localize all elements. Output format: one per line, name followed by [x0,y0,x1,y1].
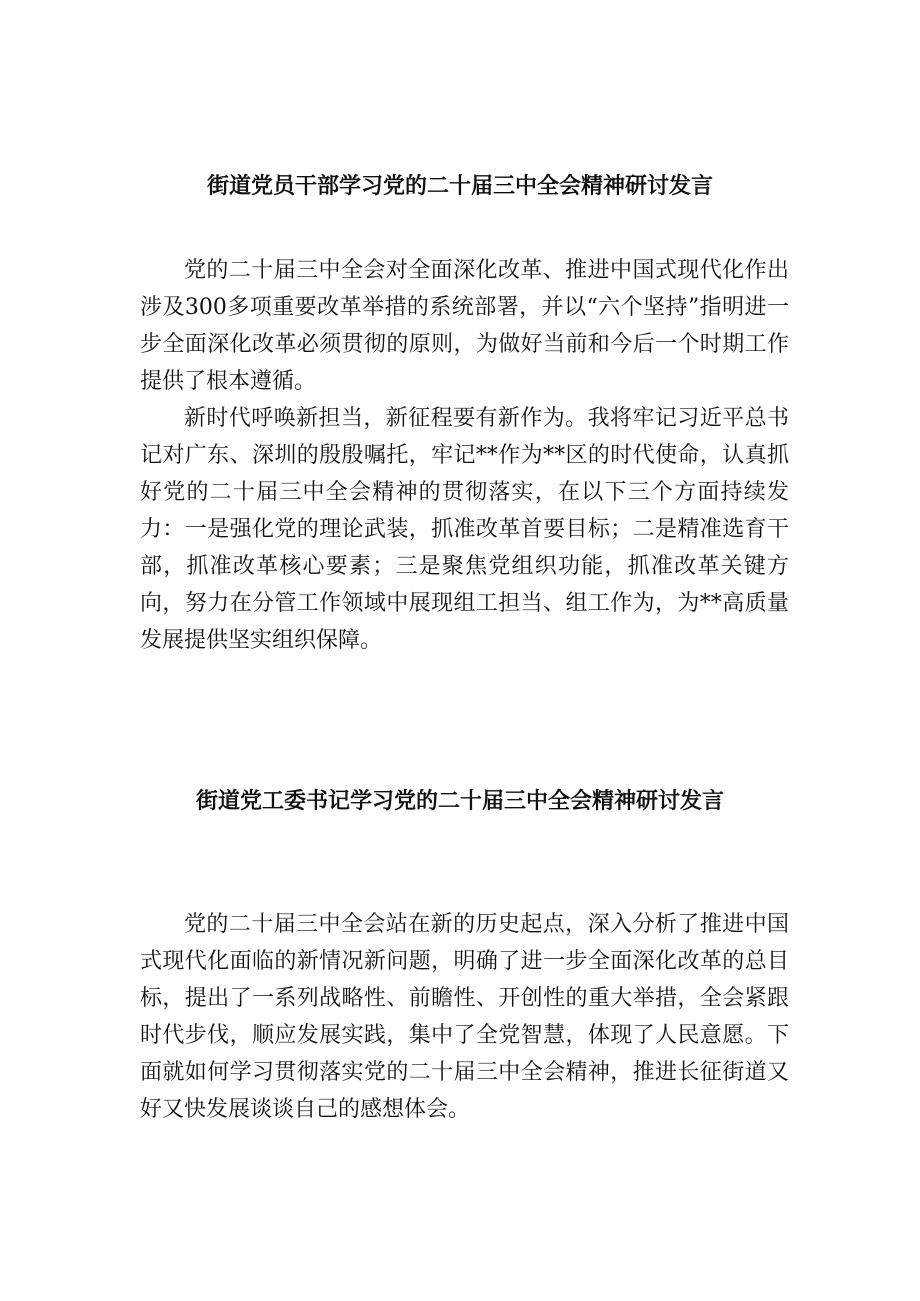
section-title-1: 街道党员干部学习党的二十届三中全会精神研讨发言 [206,174,713,199]
paragraph: 党的二十届三中全会对全面深化改革、推进中国式现代化作出涉及300多项重要改革举措的系统部署，并以“六个坚持”指明进一步全面深化改革必须贯彻的原则，为做好当前和今后一个时期工作提供了根本遵循。 [140,258,789,394]
section-title-2: 街道党工委书记学习党的二十届三中全会精神研讨发言 [195,789,724,814]
paragraph: 党的二十届三中全会站在新的历史起点，深入分析了推进中国式现代化面临的新情况新问题，明确了进一步全面深化改革的总目标，提出了一系列战略性、前瞻性、开创性的重大举措，全会紧跟时代步伐，顺应发展实践，集中了全党智慧，体现了人民意愿。下面就如何学习贯彻落实党的二十届三中全会精神，推进长征街道又好又快发展谈谈自己的感想体会。 [140,912,789,1122]
section-body-2 [140,906,789,1128]
paragraph: 新时代呼唤新担当，新征程要有新作为。我将牢记习近平总书记对广东、深圳的殷殷嘱托，牢记**作为**区的时代使命，认真抓好党的二十届三中全会精神的贯彻落实，在以下三个方面持续发力：一是强化党的理论武装，抓准改革首要目标；二是精准选育干部，抓准改革核心要素；三是聚焦党组织功能，抓准改革关键方向，努力在分管工作领域中展现组工担当、组工作为，为**高质量发展提供坚实组织保障。 [140,406,789,653]
section-body-1 [140,252,789,659]
